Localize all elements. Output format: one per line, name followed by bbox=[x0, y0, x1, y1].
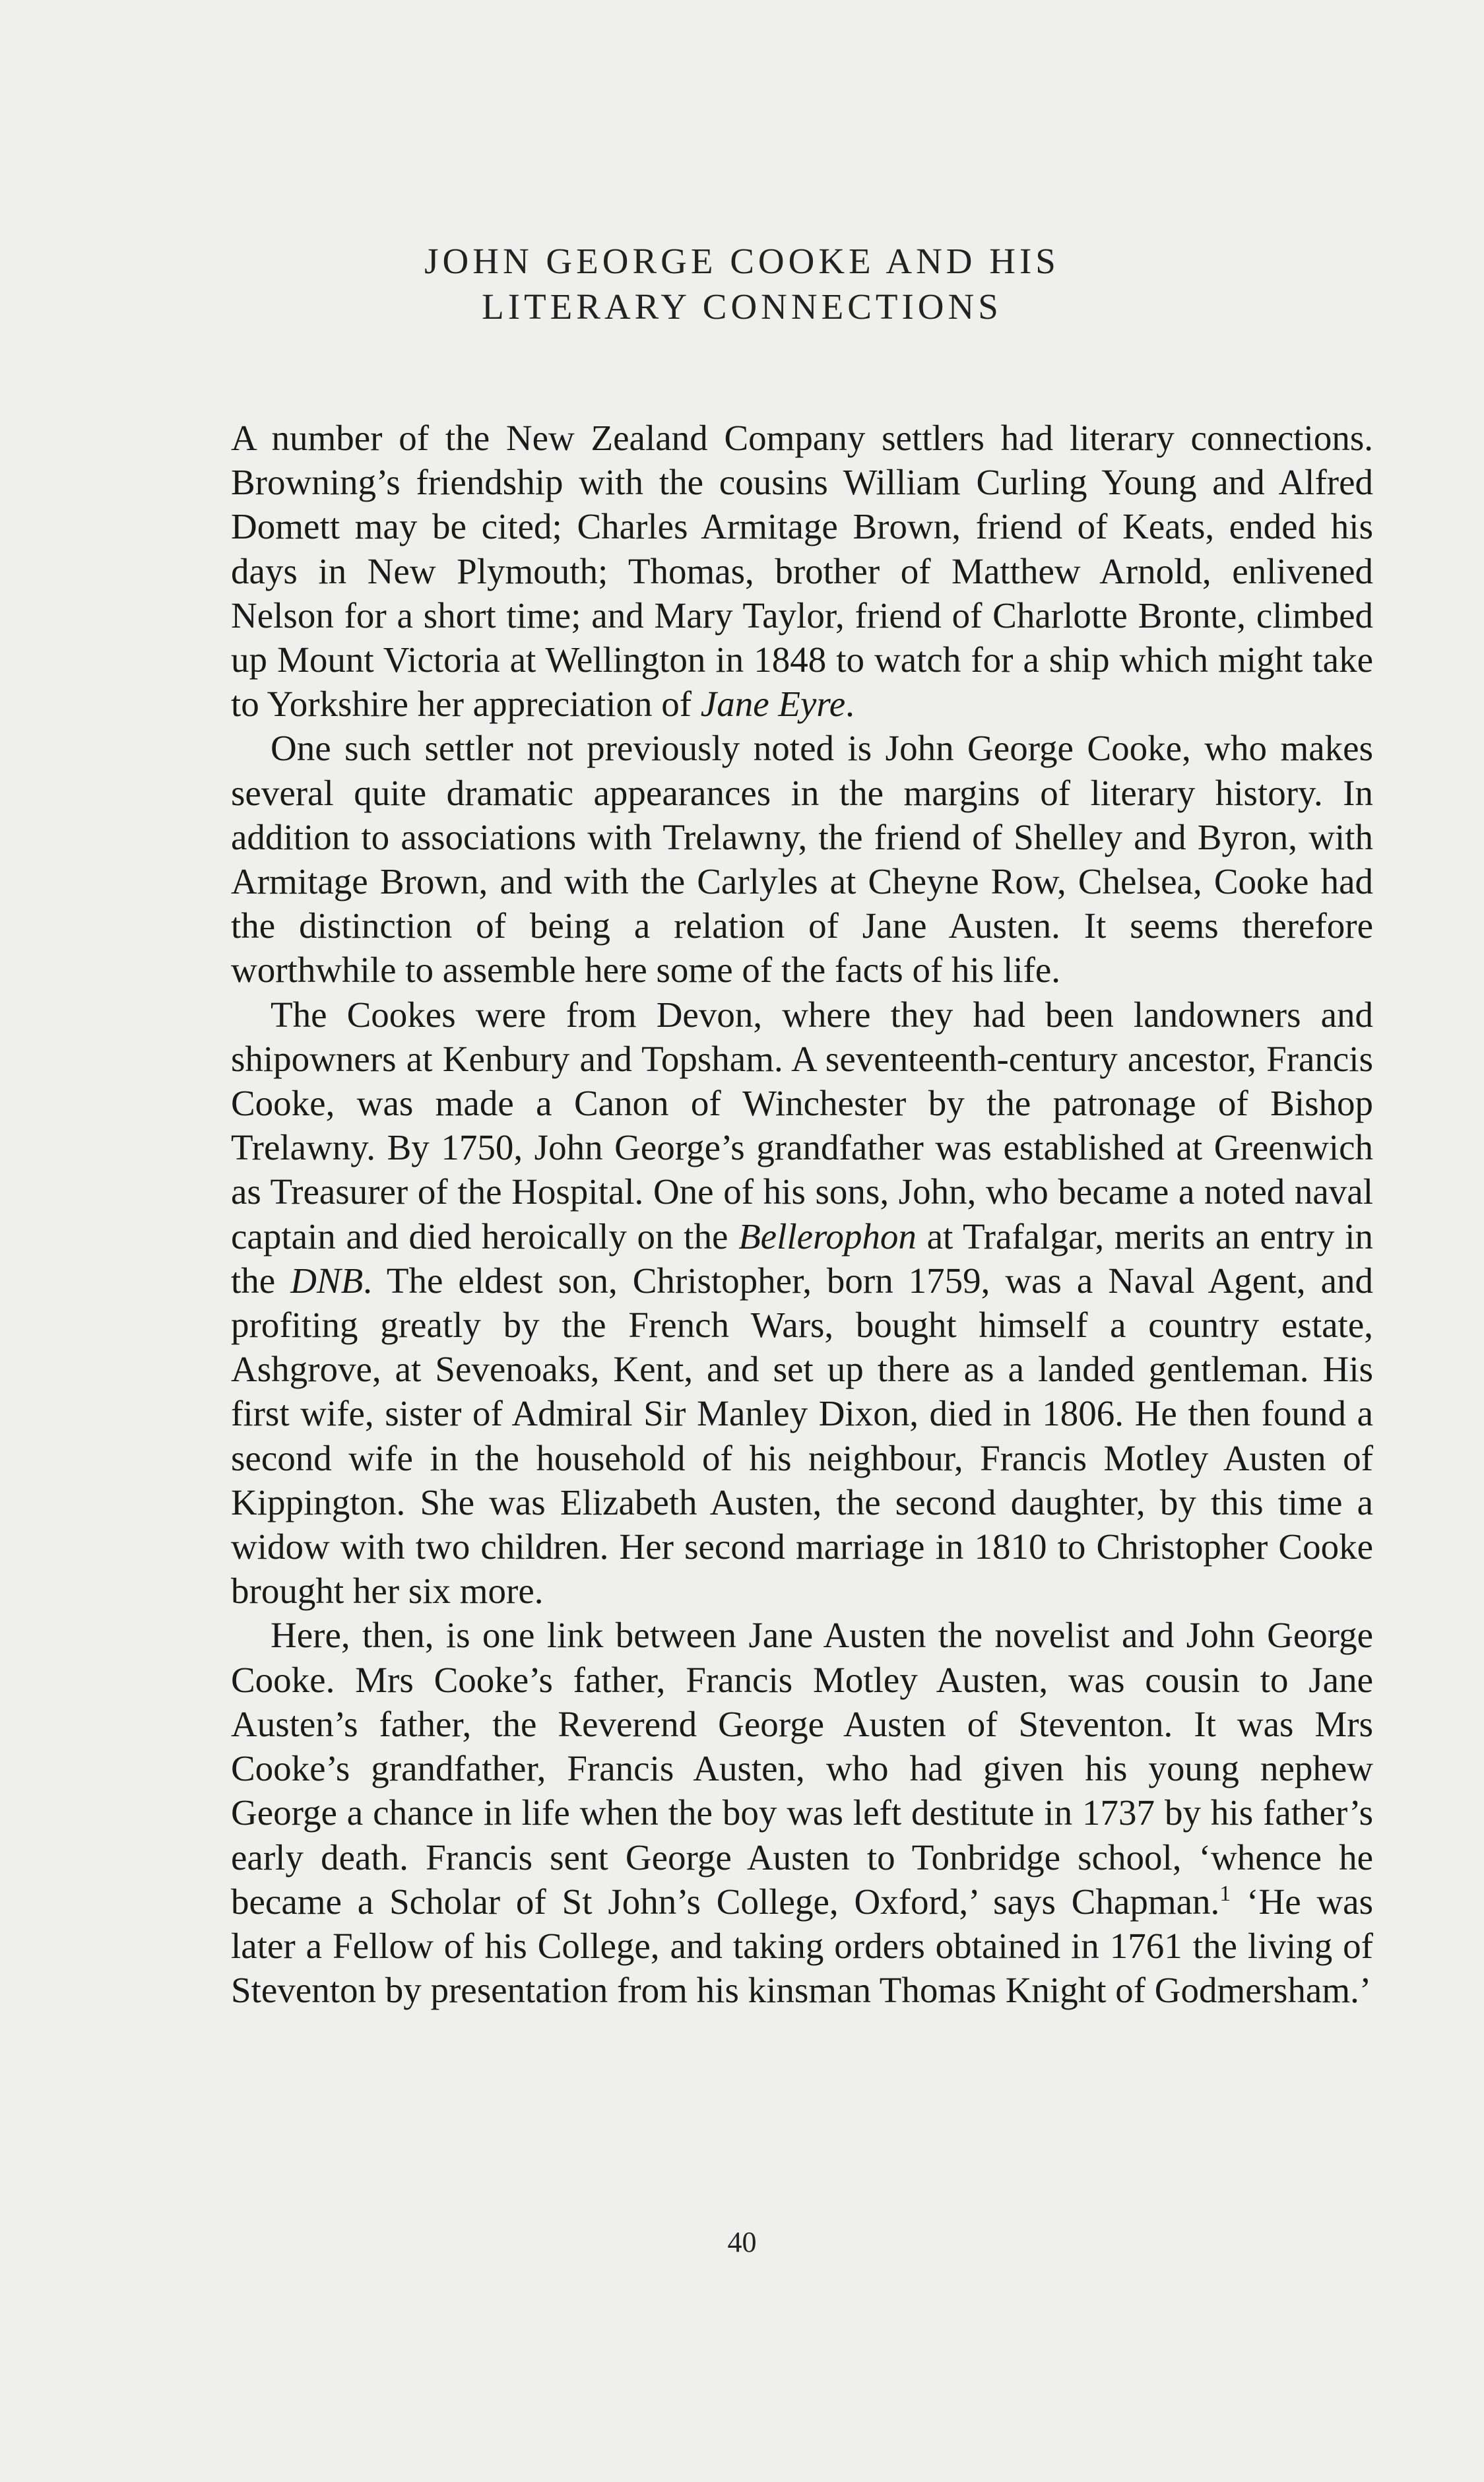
paragraph-1 bbox=[231, 416, 1373, 726]
paragraph-3-text-a: The Cookes were from Devon, where they had been landowners and shipowners at Kenbury and Topsham. A seventeenth-century ancestor, Francis Cooke, was made a Canon of Winchester by the patronage of Bishop Trelawny. By 1750, John George’s grandfather was established at Greenwich as Treasurer of the Hospital. One of his sons, John, who became a noted naval captain and died heroically on the bbox=[231, 994, 1373, 1257]
paragraph-2-text: One such settler not previously noted is John George Cooke, who makes several quite dramatic appearances in the margins of literary history. In addition to associations with Trelawny, the friend of Shelley and Byron, with Armitage Brown, and with the Carlyles at Cheyne Row, Chelsea, Cooke had the distinction of being a relation of Jane Austen. It seems therefore worthwhile to assemble here some of the facts of his life. bbox=[231, 728, 1373, 991]
paragraph-4 bbox=[231, 1613, 1373, 2012]
article-title-line-1: JOHN GEORGE COOKE AND HIS bbox=[424, 241, 1060, 281]
paragraph-4-text-b: ‘He was later a Fellow of his College, and taking orders obtained in 1761 the living of Steventon by presentation from his kinsman Thomas Knight of Godmersham.’ bbox=[231, 1881, 1374, 2011]
paragraph-3-italic-ship: Bellerophon bbox=[738, 1216, 917, 1257]
paragraph-2 bbox=[231, 726, 1373, 992]
paragraph-1-italic-title: Jane Eyre bbox=[700, 684, 846, 725]
paragraph-3-text-b: at Trafalgar, merits an entry in the bbox=[231, 1216, 1374, 1301]
article-body bbox=[231, 416, 1373, 2012]
paragraph-1-text: A number of the New Zealand Company settlers had literary connections. Browning’s friendship with the cousins William Curling Young and Alfred Domett may be cited; Charles Armitage Brown, friend of Keats, ended his days in New Plymouth; Thomas, brother of Matthew Arnold, enlivened Nelson for a short time; and Mary Taylor, friend of Charlotte Bronte, climbed up Mount Victoria at Wellington in 1848 to watch for a ship which might take to Yorkshire her appreciation of bbox=[231, 418, 1373, 725]
paragraph-3-italic-dnb: DNB bbox=[290, 1260, 364, 1301]
paragraph-3 bbox=[231, 993, 1373, 1614]
paragraph-1-end: . bbox=[845, 684, 855, 725]
article-title-line-2: LITERARY CONNECTIONS bbox=[482, 286, 1002, 327]
page-number: 40 bbox=[727, 2226, 757, 2258]
footnote-marker: 1 bbox=[1219, 1881, 1231, 1906]
paragraph-4-text-a: Here, then, is one link between Jane Austen the novelist and John George Cooke. Mrs Cooke’s father, Francis Motley Austen, was cousin to Jane Austen’s father, the Reverend George Austen of Steventon. It was Mrs Cooke’s grandfather, Francis Austen, who had given his young nephew George a chance in life when the boy was left destitute in 1737 by his father’s early death. Francis sent George Austen to Tonbridge school, ‘whence he became a Scholar of St John’s College, Oxford,’ says Chapman. bbox=[231, 1615, 1373, 1922]
paragraph-3-text-c: . The eldest son, Christopher, born 1759, was a Naval Agent, and profiting greatly by the French Wars, bought himself a country estate, Ashgrove, at Sevenoaks, Kent, and set up there as a landed gentleman. His first wife, sister of Admiral Sir Manley Dixon, died in 1806. He then found a second wife in the household of his neighbour, Francis Motley Austen of Kippington. She was Elizabeth Austen, the second daughter, by this time a widow with two children. Her second marriage in 1810 to Christopher Cooke brought her six more. bbox=[231, 1260, 1374, 1612]
